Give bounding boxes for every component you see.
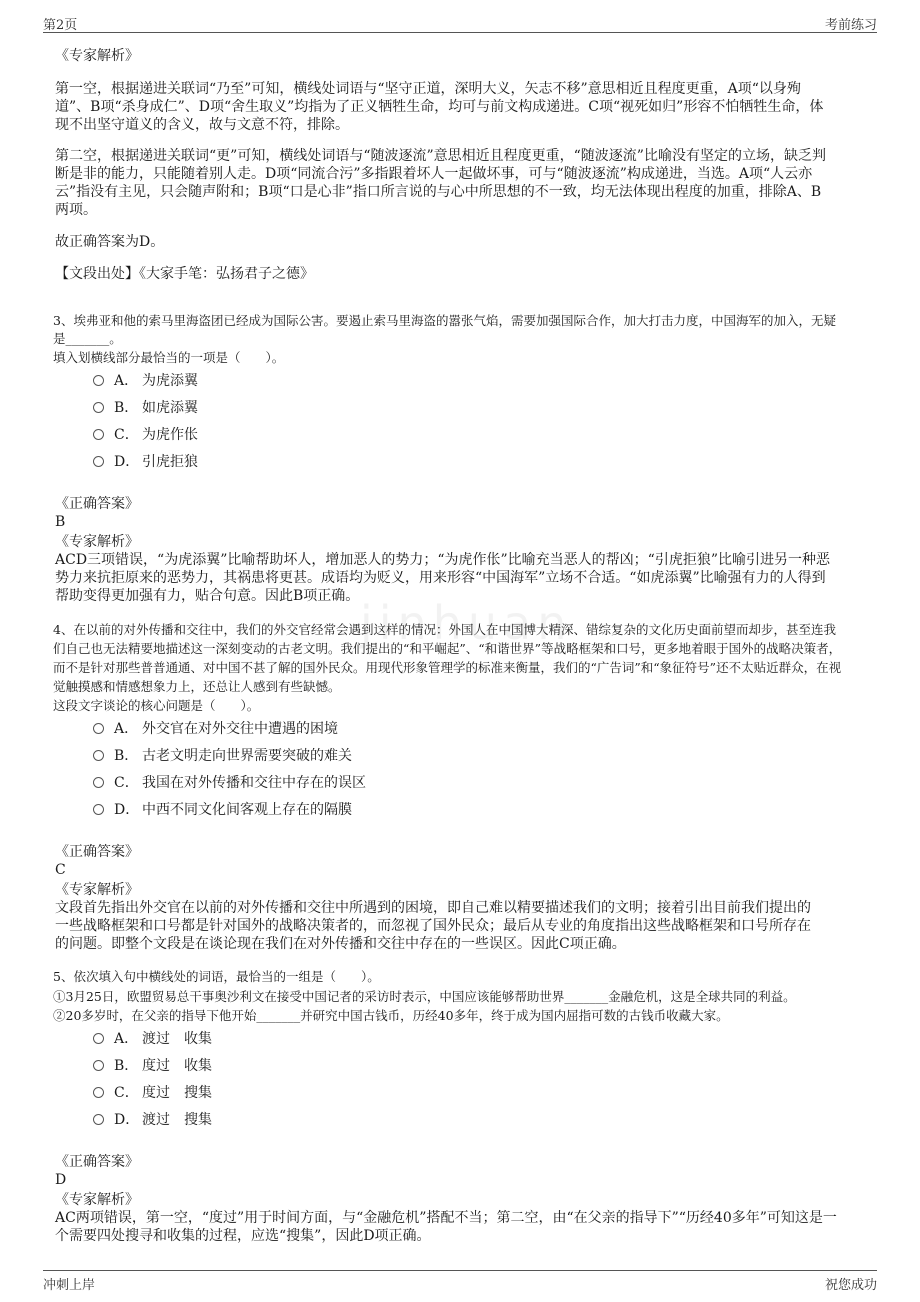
question-stem: 3、埃弗亚和他的索马里海盗团已经成为国际公害。要遏止索马里海盗的嚣张气焰，需要加强国际合作，加大打击力度，中国海军的加入，无疑 — [53, 313, 836, 328]
page-footer — [43, 1270, 877, 1293]
analysis-line: 帮助变得更加强有力，贴合句意。因此B项正确。 — [55, 588, 360, 604]
answer-value: B — [55, 514, 66, 530]
question-sentence-1: ①3月25日，欧盟贸易总干事奥沙利文在接受中国记者的采访时表示，中国应该能够帮助世界_______金融危机，这是全球共同的利益。 — [53, 989, 796, 1004]
analysis-title: 《专家解析》 — [55, 534, 139, 550]
question-stem: 是_______。 — [53, 331, 122, 346]
page-header — [43, 12, 877, 33]
radio-icon[interactable] — [93, 1033, 104, 1044]
answer-title: 《正确答案》 — [55, 496, 139, 512]
radio-icon[interactable] — [93, 723, 104, 734]
option-c[interactable]: C． 我国在对外传播和交往中存在的误区 — [93, 774, 366, 792]
analysis-line: 第一空，根据递进关联词“乃至”可知，横线处词语与“坚守正道，深明大义，矢志不移”意思相近且程度更重，A项“以身殉 — [55, 81, 801, 97]
analysis-line: 第二空，根据递进关联词“更”可知，横线处词语与“随波逐流”意思相近且程度更重，“随波逐流”比喻没有坚定的立场，缺乏判 — [55, 148, 826, 164]
option-c[interactable]: C． 为虎作伥 — [93, 426, 198, 444]
question-sentence-2: ②20多岁时，在父亲的指导下他开始_______并研究中国古钱币，历经40多年，终于成为国内屈指可数的古钱币收藏大家。 — [53, 1008, 729, 1023]
question-stem: 4、在以前的对外传播和交往中，我们的外交官经常会遇到这样的情况：外国人在中国博大精深、错综复杂的文化历史面前望而却步，甚至连我 — [53, 622, 836, 637]
conclusion: 故正确答案为D。 — [55, 234, 165, 250]
analysis-line: 道”、B项“杀身成仁”、D项“舍生取义”均指为了正义牺牲生命，均可与前文构成递进。C项“视死如归”形容不怕牺牲生命，体 — [55, 99, 824, 115]
analysis-line: 两项。 — [55, 202, 97, 218]
analysis-line: AC两项错误，第一空，“度过”用于时间方面，与“金融危机”搭配不当；第二空，由“在父亲的指导下”“历经40多年”可知这是一 — [55, 1210, 837, 1226]
radio-icon[interactable] — [93, 804, 104, 815]
source-citation: 【文段出处】《大家手笔：弘扬君子之德》 — [55, 266, 314, 282]
radio-icon[interactable] — [93, 777, 104, 788]
page-number: 第2页 — [43, 18, 78, 33]
analysis-line: 一些战略框架和口号都是针对国外的战略决策者的，而忽视了国外民众；最后从专业的角度指出这些战略框架和口号所存在 — [55, 918, 811, 934]
option-c[interactable]: C． 度过 搜集 — [93, 1084, 212, 1102]
option-b[interactable]: B． 古老文明走向世界需要突破的难关 — [93, 747, 352, 765]
option-d[interactable]: D． 中西不同文化间客观上存在的隔膜 — [93, 801, 352, 819]
footer-left-text: 冲刺上岸 — [43, 1278, 96, 1293]
question-stem: 觉触摸感和情感想象力上，还总让人感到有些缺憾。 — [53, 679, 341, 694]
option-d[interactable]: D． 引虎拒狼 — [93, 453, 198, 471]
analysis-line: 云”指没有主见，只会随声附和；B项“口是心非”指口所言说的与心中所思想的不一致，均无法体现出程度的加重，排除A、B — [55, 184, 822, 200]
question-stem: 而不是针对那些普普通通、对中国不甚了解的国外民众。用现代形象管理学的标准来衡量，我们的“广告词”和“象征符号”还不太贴近群众，在视 — [53, 660, 842, 675]
radio-icon[interactable] — [93, 402, 104, 413]
analysis-line: 个需要四处搜寻和收集的过程，应选“搜集”，因此D项正确。 — [55, 1228, 431, 1244]
analysis-line: 的问题。即整个文段是在谈论现在我们在对外传播和交往中存在的一些误区。因此C项正确。 — [55, 936, 626, 952]
answer-value: D — [55, 1172, 67, 1188]
footer-right-text: 祝您成功 — [824, 1278, 877, 1293]
analysis-title: 《专家解析》 — [55, 1192, 139, 1208]
radio-icon[interactable] — [93, 1060, 104, 1071]
radio-icon[interactable] — [93, 456, 104, 467]
analysis-line: 势力来抗拒原来的恶势力，其祸患将更甚。成语均为贬义，用来形容“中国海军”立场不合适。“如虎添翼”比喻强有力的人得到 — [55, 570, 826, 586]
analysis-line: ACD三项错误，“为虎添翼”比喻帮助坏人，增加恶人的势力；“为虎作伥”比喻充当恶人的帮凶；“引虎拒狼”比喻引进另一种恶 — [55, 552, 830, 568]
radio-icon[interactable] — [93, 1087, 104, 1098]
answer-value: C — [55, 862, 66, 878]
question-prompt: 填入划横线部分最恰当的一项是（ ）。 — [53, 350, 285, 365]
option-b[interactable]: B． 如虎添翼 — [93, 399, 198, 417]
option-a[interactable]: A． 渡过 收集 — [93, 1030, 212, 1048]
question-stem: 们自己也无法精要地描述这一深刻变动的古老文明。我们提出的“和平崛起”、“和谐世界”等战略框架和口号，更多地着眼于国外的战略决策者， — [53, 641, 842, 656]
question-prompt: 这段文字谈论的核心问题是（ ）。 — [53, 698, 260, 713]
analysis-title: 《专家解析》 — [55, 882, 139, 898]
radio-icon[interactable] — [93, 375, 104, 386]
header-title: 考前练习 — [824, 18, 877, 33]
watermark: jinhuan — [360, 596, 573, 650]
analysis-line: 文段首先指出外交官在以前的对外传播和交往中所遇到的困境，即自己难以精要描述我们的文明；接着引出目前我们提出的 — [55, 900, 811, 916]
question-stem: 5、依次填入句中横线处的词语，最恰当的一组是（ ）。 — [53, 969, 380, 984]
option-d[interactable]: D． 渡过 搜集 — [93, 1111, 212, 1129]
analysis-line: 断是非的能力，只能随着别人走。D项“同流合污”多指跟着坏人一起做坏事，可与“随波逐流”构成递进，当选。A项“人云亦 — [55, 166, 813, 182]
answer-title: 《正确答案》 — [55, 844, 139, 860]
option-b[interactable]: B． 度过 收集 — [93, 1057, 212, 1075]
radio-icon[interactable] — [93, 750, 104, 761]
answer-title: 《正确答案》 — [55, 1154, 139, 1170]
radio-icon[interactable] — [93, 1114, 104, 1125]
analysis-title: 《专家解析》 — [55, 48, 139, 64]
option-a[interactable]: A． 为虎添翼 — [93, 372, 198, 390]
radio-icon[interactable] — [93, 429, 104, 440]
analysis-line: 现不出坚守道义的含义，故与文意不符，排除。 — [55, 117, 349, 133]
option-a[interactable]: A． 外交官在对外交往中遭遇的困境 — [93, 720, 338, 738]
